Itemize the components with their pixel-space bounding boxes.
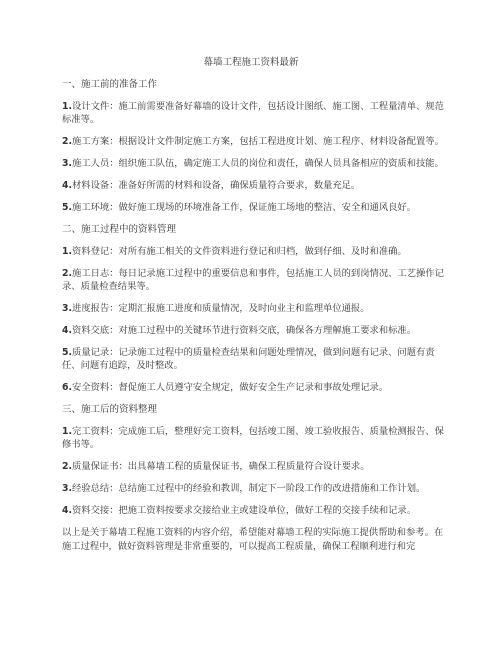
item-number: 2. (62, 136, 73, 147)
item-text: 设计文件：施工前需要准备好幕墙的设计文件，包括设计图纸、施工图、工程量清单、规范标准等。 (62, 101, 444, 125)
item-text: 质量保证书：出具幕墙工程的质量保证书，确保工程质量符合设计要求。 (72, 461, 370, 472)
item-number: 2. (62, 268, 73, 279)
item-number: 6. (62, 382, 73, 393)
item-number: 3. (62, 158, 73, 169)
item-text: 资料登记：对所有施工相关的文件资料进行登记和归档，做到仔细、及时和准确。 (72, 246, 407, 257)
list-item (62, 245, 444, 258)
list-item (62, 157, 444, 170)
item-number: 4. (62, 180, 73, 191)
item-text: 经验总结：总结施工过程中的经验和教训，制定下一阶段工作的改进措施和工作计划。 (72, 483, 426, 494)
list-item (62, 346, 444, 372)
list-item (62, 482, 444, 495)
item-text: 完工资料：完成施工后，整理好完工资料，包括竣工图、竣工验收报告、质量检测报告、保修书等。 (62, 426, 444, 450)
item-number: 2. (62, 461, 73, 472)
item-number: 3. (62, 483, 73, 494)
item-number: 1. (62, 101, 73, 112)
item-number: 1. (62, 426, 73, 437)
item-number: 5. (62, 202, 73, 213)
list-item (62, 267, 444, 293)
list-item (62, 324, 444, 337)
item-number: 4. (62, 505, 73, 516)
item-number: 4. (62, 325, 73, 336)
item-text: 进度报告：定期汇报施工进度和质量情况，及时向业主和监理单位通报。 (72, 303, 370, 314)
list-item (62, 460, 444, 473)
item-text: 施工环境：做好施工现场的环境准备工作，保证施工场地的整洁、安全和通风良好。 (72, 202, 417, 213)
document-title: 幕墙工程施工资料最新 (203, 57, 299, 68)
item-number: 3. (62, 303, 73, 314)
document-body (62, 78, 444, 554)
conclusion-paragraph: 以上是关于幕墙工程施工资料的内容介绍，希望能对幕墙工程的实际施工提供帮助和参考。在施工过程中，做好资料管理是非常重要的，可以提高工程质量，确保工程顺利进行和完 (62, 527, 444, 552)
item-text: 安全资料：督促施工人员遵守安全规定，做好安全生产记录和事故处理记录。 (72, 382, 389, 393)
item-number: 5. (62, 347, 73, 358)
list-item (62, 302, 444, 315)
item-number: 1. (62, 246, 73, 257)
list-item (62, 135, 444, 148)
item-text: 资料交接：把施工资料按要求交接给业主或建设单位，做好工程的交接手续和记录。 (72, 505, 417, 516)
section-heading-post: 三、施工后的资料整理 (62, 404, 158, 415)
item-text: 施工方案：根据设计文件制定施工方案，包括工程进度计划、施工程序、材料设备配置等。 (72, 136, 444, 147)
item-text: 材料设备：准备好所需的材料和设备，确保质量符合要求，数量充足。 (72, 180, 361, 191)
list-item (62, 504, 444, 517)
list-item (62, 381, 444, 394)
section-heading-process: 二、施工过程中的资料管理 (62, 224, 177, 235)
item-text: 施工日志：每日记录施工过程中的重要信息和事件，包括施工人员的到岗情况、工艺操作记录、质量检查结果等。 (62, 268, 444, 292)
section-heading-prep: 一、施工前的准备工作 (62, 79, 158, 90)
list-item (62, 425, 444, 451)
list-item (62, 100, 444, 126)
list-item (62, 201, 444, 214)
item-text: 质量记录：记录施工过程中的质量检查结果和问题处理情况，做到问题有记录、问题有责任、问题有追踪，及时整改。 (62, 347, 435, 371)
item-text: 资料交底：对施工过程中的关键环节进行资料交底，确保各方理解施工要求和标准。 (72, 325, 417, 336)
item-text: 施工人员：组织施工队伍，确定施工人员的岗位和责任，确保人员具备相应的资质和技能。 (72, 158, 444, 169)
list-item (62, 179, 444, 192)
